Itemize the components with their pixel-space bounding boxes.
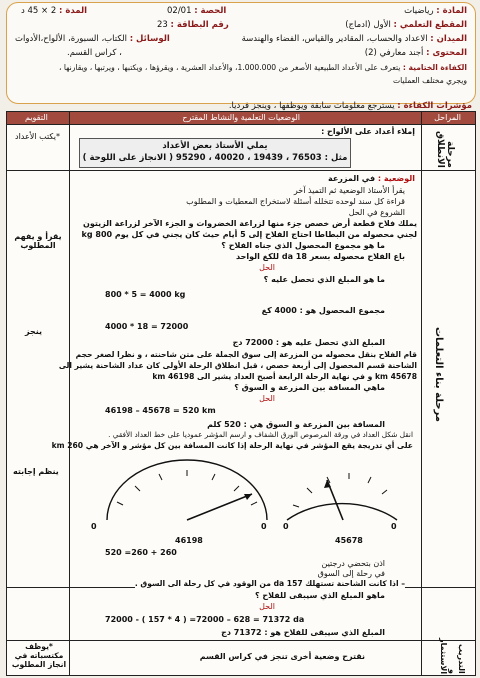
dictation-box-title: يملي الأستاذ بعض الأعداد <box>162 141 268 151</box>
stage-value: الأول (ادماج) <box>345 20 391 30</box>
line-l22: المبلغ الذي سيبقى للفلاح هو : 71372 دج <box>221 628 385 637</box>
line-l21: ماهو المبلغ الذي سيبقى للفلاح ؟ <box>254 591 385 600</box>
line-l19: في رحلة إلى السوق <box>317 569 385 578</box>
assess-organize: ينظم إجابته <box>13 467 59 476</box>
header-box <box>6 2 476 104</box>
situation-sub: في المزرعة <box>327 174 376 183</box>
line-l10: المبلغ الذي تحصل عليه هو : 72000 دج <box>232 338 385 347</box>
odometer-gauges <box>87 450 407 538</box>
solution-label-3: الحل <box>259 602 275 611</box>
dictation-box-numbers: 76503 ، 19439 ، 40020 ، 95290 ( الانجاز على اللوحة ) <box>82 153 322 163</box>
content-row <box>365 48 467 58</box>
card-label: رقم البطاقة : <box>170 20 229 30</box>
session-label: الحصة : <box>194 6 227 16</box>
duration-value: 2 × 45 د <box>21 6 57 16</box>
line-l13: 45678 km و في نهاية الرحلة الرابعة أصبح العداد يشير الى 46198 km <box>152 372 417 381</box>
stage-row <box>345 20 467 30</box>
warmup-line1: إملاء أعداد على الألواح : <box>321 127 415 136</box>
card-value: 23 <box>157 20 168 30</box>
math-m5: 72000 - ( 157 * 4 ) =72000 – 628 = 71372 da <box>105 615 305 624</box>
col-divider-1 <box>69 112 70 675</box>
row-divider-1 <box>7 170 475 171</box>
gauge1-zero-left: 0 <box>91 522 97 531</box>
duration-cell <box>21 6 87 16</box>
line-l14: ماهي المسافة بين المزرعة و السوق ؟ <box>234 383 385 392</box>
means-cell <box>15 34 170 44</box>
situation-heading <box>328 174 415 183</box>
gauge1-zero-right: 0 <box>261 522 267 531</box>
indicators-label: مؤشرات الكفاءة : <box>397 101 472 111</box>
line-l15: المسافة بين المزرعة و السوق هي : 520 كلم <box>207 420 385 429</box>
gauge2-zero-left: 0 <box>283 522 289 531</box>
duration-label: المدة : <box>58 6 88 16</box>
row-divider-0 <box>7 124 475 125</box>
means-value: الكتاب، السبورة، الألواح،الأدوات <box>15 34 127 44</box>
stage-build: مرحلة بناء التعلمات <box>433 327 444 422</box>
subject-row <box>404 6 467 16</box>
table-header <box>7 112 475 124</box>
line-l12: الشاحنة قسم المحصول إلى أربعة حصص ، قبل انطلاق الرحلة الأولى كان عداد الشاحنة يشير الى <box>58 361 417 370</box>
line-l7: باع الفلاح محصوله بسعر 18 da للكغ الواحد <box>236 252 405 261</box>
line-l2: قراءة كل سند لوحده تتخلله أسئلة لاستخراج المعطيات و المطلوب <box>186 197 405 206</box>
subject-value: رياضيات <box>404 6 434 16</box>
line-l6: ما هو مجموع المحصول الذي جناه الفلاح ؟ <box>221 241 385 250</box>
field-row <box>242 34 467 44</box>
line-l1: يقرأ الأستاذ الوضعية ثم التميذ آخر <box>293 186 405 195</box>
session-cell <box>167 6 226 16</box>
line-l9: مجموع المحصول هو : 4000 كغ <box>261 306 385 315</box>
content-label: المحتوى : <box>426 48 467 58</box>
math-m3: 46198 – 45678 = 520 km <box>105 406 216 415</box>
line-l8: ما هو المبلغ الذي تحصل عليه ؟ <box>263 275 385 284</box>
math-m1: 800 * 5 = 4000 kg <box>105 290 186 299</box>
situation-title: الوضعية : <box>377 174 415 183</box>
col-assessment: التقويم <box>25 113 48 122</box>
dictation-box-label: مثل : <box>324 153 348 163</box>
competence-row <box>59 63 467 72</box>
gauge2-value: 45678 <box>335 536 363 545</box>
subject-label: المادة : <box>436 6 467 16</box>
math-m2: 4000 * 18 = 72000 <box>105 322 189 331</box>
row-divider-3 <box>7 640 475 641</box>
stage-label: المقطع التعلمي : <box>393 20 467 30</box>
lesson-table <box>6 111 476 676</box>
line-l3: الشروع في الحل <box>348 208 405 217</box>
means-label: الوسائل : <box>129 34 170 44</box>
means-cell-2 <box>67 48 122 58</box>
means-value-2: ، كراس القسم. <box>67 48 122 58</box>
field-value: الاعداد والحساب، المقادير والقياس، الفضاء والهندسة <box>241 34 428 44</box>
solution-label-1: الحل <box>259 263 275 272</box>
indicators-row <box>229 101 472 111</box>
warmup-assessment: *يكتب الأعداد <box>15 132 60 141</box>
gauge-right <box>287 473 397 520</box>
assess-read: يقرأ و يفهم المطلوب <box>14 232 62 250</box>
col-stages: المراحل <box>434 113 461 122</box>
col-divider-2 <box>421 112 422 675</box>
assess-do: ينجز <box>25 327 43 336</box>
line-l20: – اذا كانت الشاحنة تستهلك 157 da من الوقود في كل رحلة الى السوق . <box>134 579 405 588</box>
field-label: الميدان : <box>430 34 467 44</box>
math-m4: 520 =260 + 260 <box>105 548 177 557</box>
reinvest-assessment: *يوظف مكتسباته في انجاز المطلوب <box>11 642 67 669</box>
line-l18: اذن بتحضي درجتين <box>321 559 385 568</box>
session-value: 02/01 <box>167 6 192 16</box>
dictation-box <box>79 138 351 168</box>
competence-line1: يتعرف على الأعداد الطبيعية الأصغر من 1.000.000، والأعداد العشرية ، ويقرؤها ، ويكتبها ، ويرتبها ، ويقارنها ، <box>58 63 401 72</box>
col-situations: الوضعيات التعلمية والنشاط المقترح <box>182 113 300 122</box>
content-value: أجند معارفي (2) <box>364 48 424 58</box>
line-l4: يملك فلاح قطعة أرض خصص جزء منها لزراعة الخضروات و الجزء الآخر لزراعة الزيتون <box>82 219 417 228</box>
line-l11: قام الفلاح بنقل محصوله من المزرعة إلى سوق الجملة على متن شاحنته ، و نظرا لصغر حجم <box>75 350 417 359</box>
solution-label-2: الحل <box>259 394 275 403</box>
gauge1-value: 46198 <box>175 536 203 545</box>
line-l5: لجني محصوله من البطاطا احتاج الفلاح إلى 5 أيام حيث كان يجني في كل يوم 800 kg <box>81 230 417 239</box>
indicators-value: يسترجع معلومات سابقة ويوظفها ، وينجز فرديا. <box>228 101 395 111</box>
competence-line2: ويجري مختلف العمليات <box>392 76 467 85</box>
stage-warmup: مرحلة الانطلاق <box>435 131 455 168</box>
reinvest-line: نقترح وضعية أخرى تنجز في كراس القسم <box>199 652 365 661</box>
stage-reinvest: التدريب و الاستثمار <box>439 637 466 674</box>
competence-row-2 <box>393 76 467 85</box>
gauge-left <box>107 460 267 520</box>
card-cell <box>157 20 229 30</box>
line-l17: على أي تدريجة يقع المؤشر في نهاية الرحلة إذا كانت المسافة بين كل مؤشر و الآخر هي 260 km <box>51 441 413 450</box>
gauge2-zero-right: 0 <box>391 522 397 531</box>
line-l16: انقل شكل العداد في ورقة المرصوص الورق الشفاف و ارسم المؤشر عموديا على خط العداد الأفقي . <box>108 430 413 439</box>
competence-label: الكفاءة الختامية : <box>402 63 467 72</box>
